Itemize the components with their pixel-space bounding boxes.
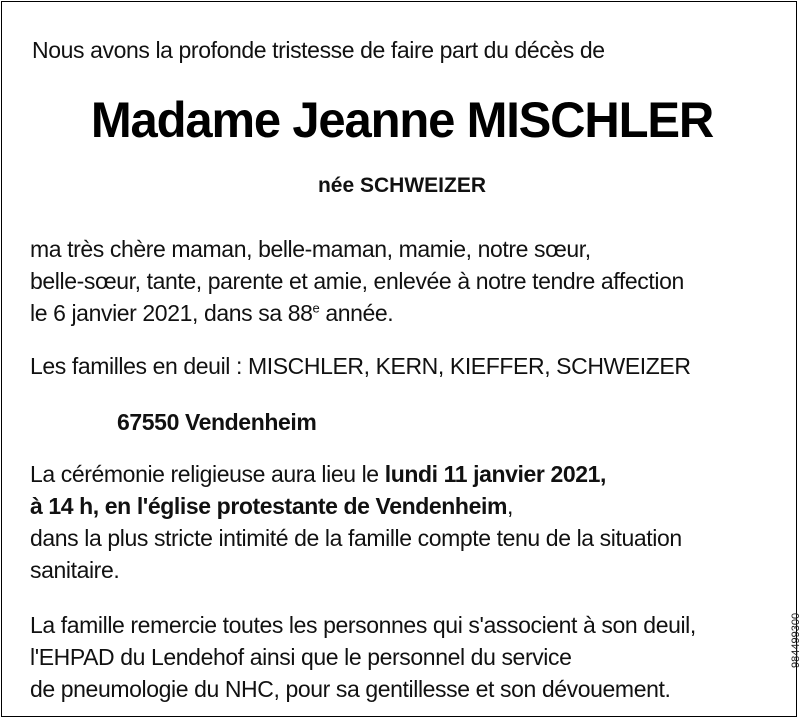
maiden-name: née SCHWEIZER bbox=[317, 174, 487, 197]
ceremony-line4: sanitaire. bbox=[30, 557, 120, 583]
ceremony-date: lundi 11 janvier 2021, bbox=[384, 461, 607, 487]
reference-number: 984499300 bbox=[790, 612, 802, 668]
ceremony-line1: La cérémonie religieuse aura lieu le lundi 11 janvier 2021, bbox=[30, 461, 607, 487]
para1-line2: belle-sœur, tante, parente et amie, enlevée à notre tendre affection bbox=[30, 268, 684, 294]
ceremony-line3: dans la plus stricte intimité de la famille compte tenu de la situation bbox=[30, 525, 682, 551]
para1-line3: le 6 janvier 2021, dans sa 88e année. bbox=[30, 300, 394, 326]
ordinal-suffix: e bbox=[312, 300, 320, 316]
address-text: 67550 Vendenheim bbox=[117, 409, 317, 435]
notice-frame bbox=[1, 1, 802, 717]
thanks-line2: l'EHPAD du Lendehof ainsi que le personnel du service bbox=[30, 644, 572, 670]
deceased-name: Madame Jeanne MISCHLER bbox=[90, 92, 714, 148]
families-text: Les familles en deuil : MISCHLER, KERN, KIEFFER, SCHWEIZER bbox=[30, 353, 691, 379]
thanks-line3: de pneumologie du NHC, pour sa gentillesse et son dévouement. bbox=[30, 676, 671, 702]
thanks-line1: La famille remercie toutes les personnes qui s'associent à son deuil, bbox=[30, 612, 696, 638]
para1-line1: ma très chère maman, belle-maman, mamie, notre sœur, bbox=[30, 236, 591, 262]
ceremony-line2: à 14 h, en l'église protestante de Vendenheim, bbox=[30, 493, 514, 519]
intro-text: Nous avons la profonde tristesse de faire part du décès de bbox=[32, 37, 605, 63]
ceremony-place: à 14 h, en l'église protestante de Vendenheim bbox=[30, 493, 508, 519]
